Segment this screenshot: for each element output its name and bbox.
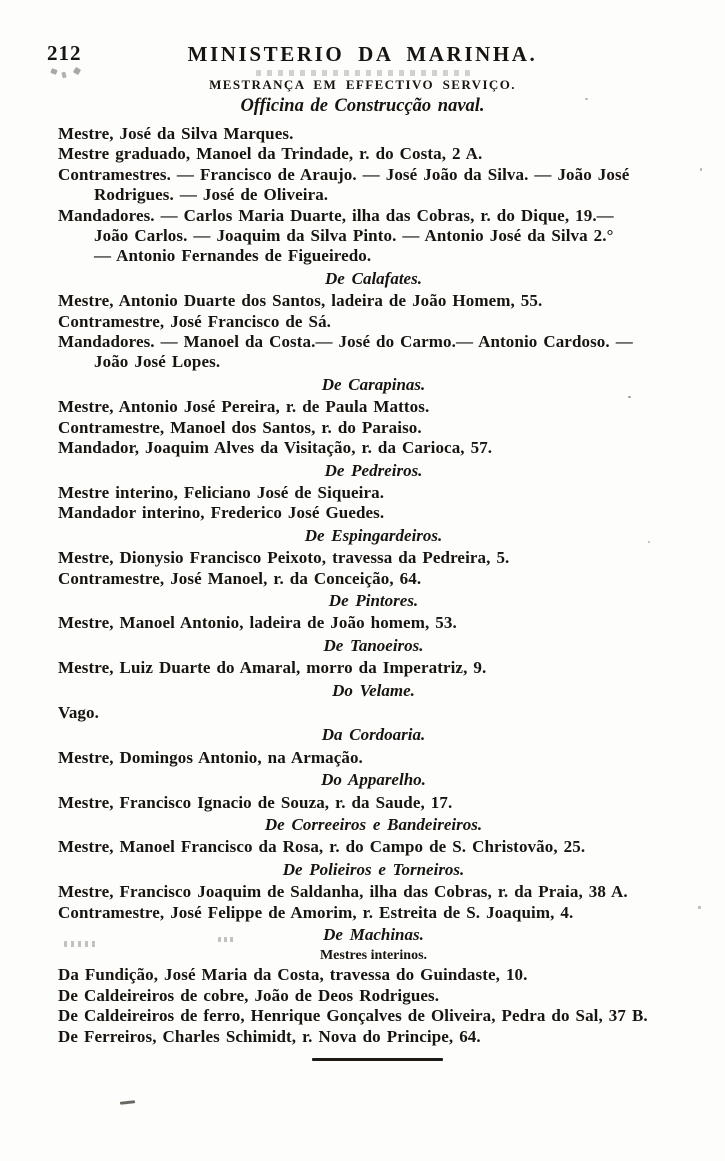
section-heading: De Carapinas. <box>321 374 426 394</box>
text-line: Mestre, Domingos Antonio, na Armação. <box>58 747 363 767</box>
text-line: Mestre interino, Feliciano José de Siqueira. <box>58 482 385 502</box>
footer-divider-rule <box>312 1058 443 1061</box>
text-line: Da Fundição, José Maria da Costa, travessa do Guindaste, 10. <box>58 965 528 985</box>
scan-artifact <box>648 541 650 543</box>
text-line: — Antonio Fernandes de Figueiredo. <box>94 246 372 266</box>
text-line: Contramestre, José Felippe de Amorim, r. Estreita de S. Joaquim, 4. <box>58 902 574 922</box>
section-heading: De Pintores. <box>328 590 419 610</box>
section-heading: Da Cordoaria. <box>321 725 426 745</box>
document-title: MINISTERIO DA MARINHA. <box>187 42 538 66</box>
text-line: João José Lopes. <box>94 352 221 372</box>
scan-artifact <box>698 906 701 909</box>
scan-artifact <box>628 396 631 398</box>
subsection-heading: Mestres interinos. <box>319 948 428 964</box>
document-lines <box>58 124 689 1047</box>
scan-artifact <box>64 941 98 947</box>
scan-artifact <box>700 168 702 171</box>
scan-artifact <box>218 937 234 942</box>
text-line: Mestre, Manoel Francisco da Rosa, r. do Campo de S. Christovão, 25. <box>58 837 586 857</box>
section-heading: De Tanoeiros. <box>323 635 424 655</box>
text-line: Mandadores. — Manoel da Costa.— José do Carmo.— Antonio Cardoso. — <box>58 332 633 352</box>
text-line: Mestre, Antonio José Pereira, r. de Paula Mattos. <box>58 397 430 417</box>
section-heading: Do Velame. <box>332 680 415 700</box>
text-line: Mestre, Dionysio Francisco Peixoto, travessa da Pedreira, 5. <box>58 548 510 568</box>
section-heading: De Calafates. <box>325 268 422 288</box>
office-section-title: Officina de Construcção naval. <box>240 96 485 116</box>
document-subtitle: MESTRANÇA EM EFFECTIVO SERVIÇO. <box>209 77 516 92</box>
section-heading: De Polieiros e Torneiros. <box>282 859 465 879</box>
text-line: Rodrigues. — José de Oliveira. <box>94 185 329 205</box>
text-line: Vago. <box>58 702 99 722</box>
section-heading: De Machinas. <box>323 925 424 945</box>
text-line: Contramestre, Manoel dos Santos, r. do Paraiso. <box>58 417 422 437</box>
section-heading: Do Apparelho. <box>321 770 426 790</box>
text-line: Contramestre, José Manoel, r. da Conceição, 64. <box>58 568 422 588</box>
text-line: Mestre, José da Silva Marques. <box>58 124 294 143</box>
text-line: Mestre, Francisco Ignacio de Souza, r. da Saude, 17. <box>58 792 453 812</box>
text-line: Mestre, Luiz Duarte do Amaral, morro da Imperatriz, 9. <box>58 658 487 678</box>
section-heading: De Pedreiros. <box>324 460 423 480</box>
text-line: Mestre, Francisco Joaquim de Saldanha, ilha das Cobras, r. da Praia, 38 A. <box>58 882 628 902</box>
text-line: João Carlos. — Joaquim da Silva Pinto. — Antonio José da Silva 2.° <box>94 226 614 246</box>
text-line: Mandador, Joaquim Alves da Visitação, r. da Carioca, 57. <box>58 438 493 458</box>
scan-artifact <box>120 1100 135 1105</box>
text-line: De Caldeireiros de cobre, João de Deos Rodrigues. <box>58 985 440 1005</box>
text-line: De Caldeireiros de ferro, Henrique Gonçalves de Oliveira, Pedra do Sal, 37 B. <box>58 1006 648 1026</box>
text-line: Mestre graduado, Manoel da Trindade, r. do Costa, 2 A. <box>58 144 483 164</box>
text-line: Mandador interino, Frederico José Guedes. <box>58 503 385 523</box>
page-number: 212 <box>47 41 82 65</box>
text-line: De Ferreiros, Charles Schimidt, r. Nova do Principe, 64. <box>58 1026 481 1046</box>
section-heading: De Espingardeiros. <box>304 525 443 545</box>
scan-artifact <box>585 98 588 100</box>
text-line: Mestre, Antonio Duarte dos Santos, ladeira de João Homem, 55. <box>58 291 543 311</box>
text-line: Contramestre, José Francisco de Sá. <box>58 311 332 331</box>
text-line: Contramestres. — Francisco de Araujo. — José João da Silva. — João José <box>58 164 630 184</box>
text-line: Mestre, Manoel Antonio, ladeira de João homem, 53. <box>58 613 457 633</box>
page-header <box>0 0 725 117</box>
scan-artifact <box>256 70 470 76</box>
text-line: Mandadores. — Carlos Maria Duarte, ilha das Cobras, r. do Dique, 19.— <box>58 205 614 225</box>
section-heading: De Correeiros e Bandeireiros. <box>264 815 483 834</box>
